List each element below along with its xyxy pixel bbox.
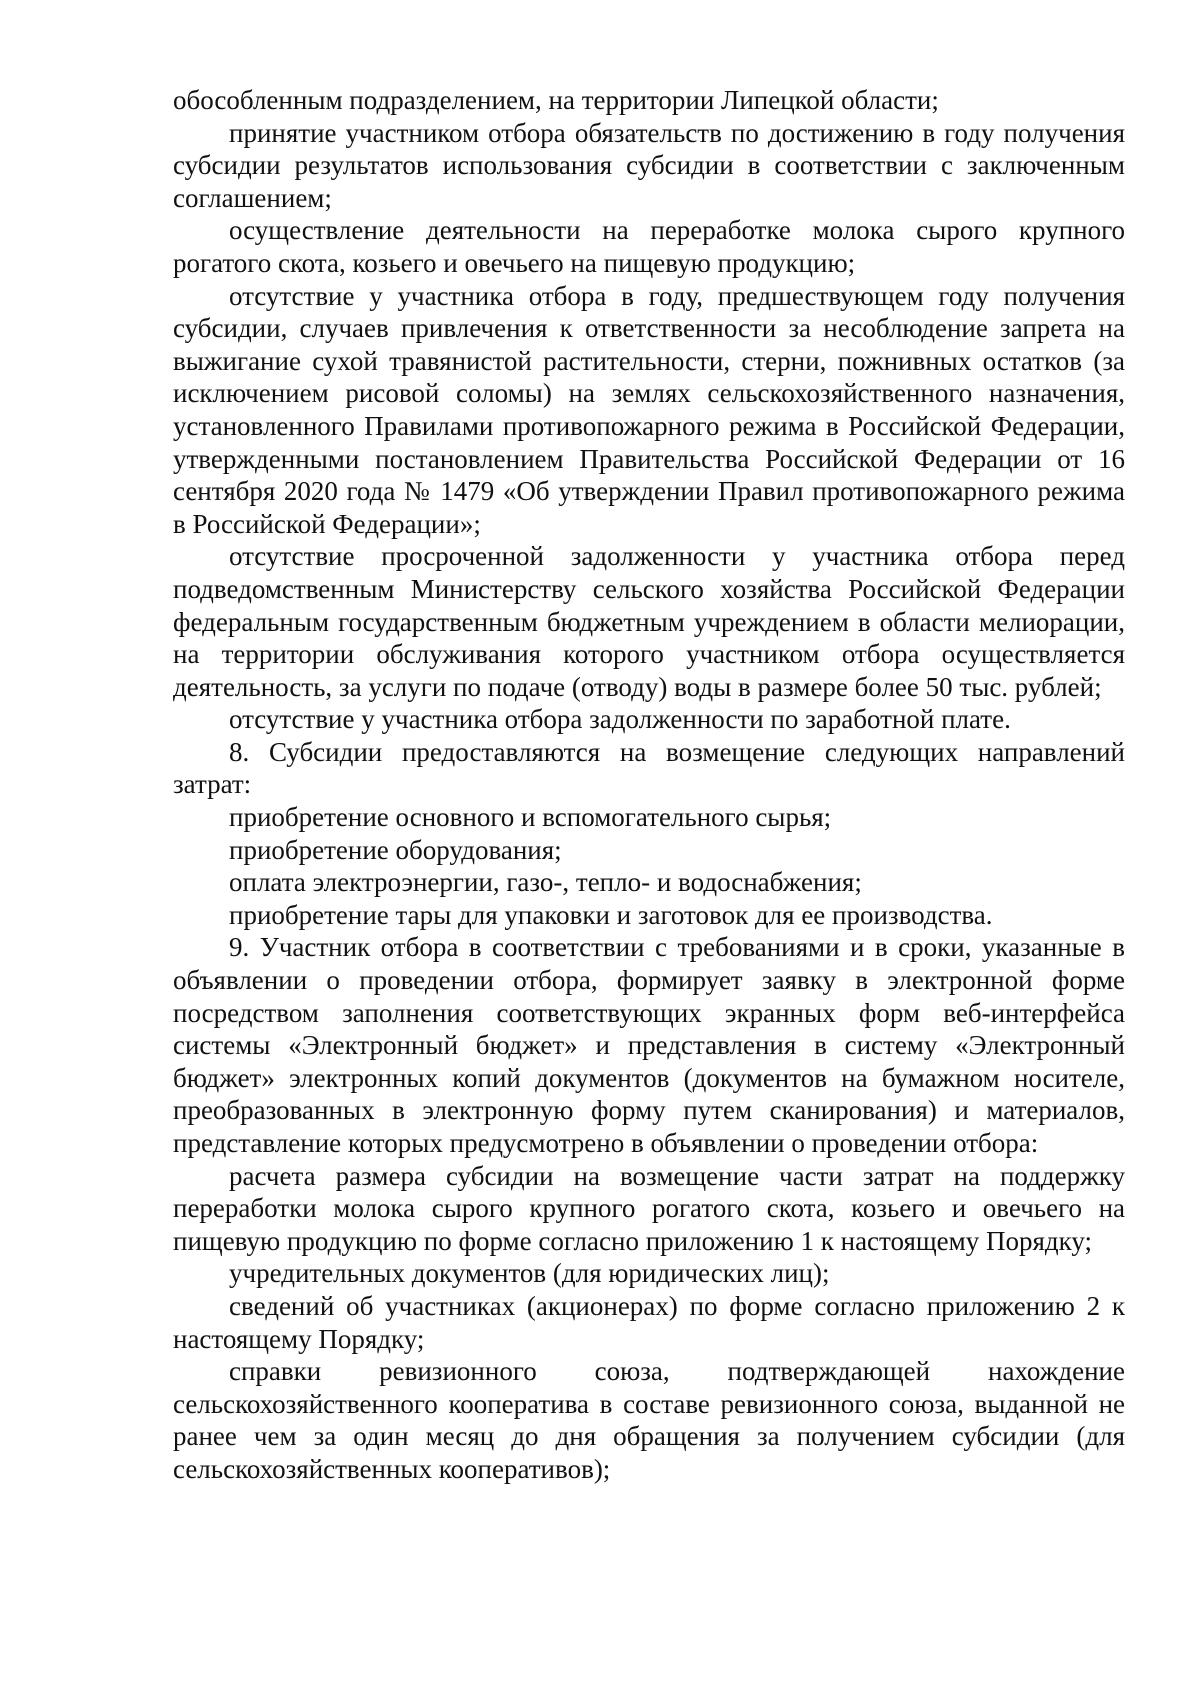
paragraph-3: осуществление деятельности на переработке молока сырого крупного рогатого скота, козьего и овечьего на пищевую продукцию; [173, 215, 1125, 278]
paragraph-6: отсутствие у участника отбора задолженности по заработной плате. [229, 704, 1011, 735]
paragraph-15: сведений об участниках (акционерах) по форме согласно приложению 2 к настоящему Порядку; [173, 1290, 1125, 1354]
paragraph-8: приобретение основного и вспомогательного сырья; [229, 802, 832, 833]
paragraph-10: оплата электроэнергии, газо-, тепло- и водоснабжения; [229, 867, 862, 898]
paragraph-2: принятие участником отбора обязательств по достижению в году получения субсидии результатов использования субсидии в соответствии с заключенным соглашением; [173, 117, 1125, 213]
paragraph-12: 9. Участник отбора в соответствии с требованиями и в сроки, указанные в объявлении о проведении отбора, формирует заявку в электронной форме посредством заполнения соответствующих экранных форм веб-интерфейса системы «Электронный бюджет» и представления в систему «Электронный бюджет» электронных копий документов (документов на бумажном носителе, преобразованных в электронную форму путем сканирования) и материалов, представление которых предусмотрено в объявлении о проведении отбора: [173, 932, 1125, 1158]
paragraph-4: отсутствие у участника отбора в году, предшествующем году получения субсидии, случаев привлечения к ответственности за несоблюдение запрета на выжигание сухой травянистой растительности, стерни, пожнивных остатков (за исключением рисовой соломы) на землях сельскохозяйственного назначения, установленного Правилами противопожарного режима в Российской Федерации, утвержденными постановлением Правительства Российской Федерации от 16 сентября 2020 года № 1479 «Об утверждении Правил противопожарного режима в Российской Федерации»; [173, 280, 1125, 539]
paragraph-11: приобретение тары для упаковки и заготовок для ее производства. [229, 899, 993, 930]
paragraph-14: учредительных документов (для юридических лиц); [229, 1258, 830, 1289]
paragraph-16: справки ревизионного союза, подтверждающей нахождение сельскохозяйственного кооператива в составе ревизионного союза, выданной не ранее чем за один месяц до дня обращения за получением субсидии (для сельскохозяйственных кооперативов); [173, 1356, 1125, 1484]
document-body [173, 84, 1125, 1486]
paragraph-13: расчета размера субсидии на возмещение части затрат на поддержку переработки молока сырого крупного рогатого скота, козьего и овечьего на пищевую продукцию по форме согласно приложению 1 к настоящему Порядку; [173, 1160, 1125, 1256]
paragraph-1: обособленным подразделением, на территории Липецкой области; [173, 85, 939, 115]
paragraph-7: 8. Субсидии предоставляются на возмещение следующих направлений затрат: [173, 736, 1125, 800]
paragraph-9: приобретение оборудования; [229, 834, 562, 865]
paragraph-5: отсутствие просроченной задолженности у участника отбора перед подведомственным Министерству сельского хозяйства Российской Федерации федеральным государственным бюджетным учреждением в области мелиорации, на территории обслуживания которого участником отбора осуществляется деятельность, за услуги по подаче (отводу) воды в размере более 50 тыс. рублей; [173, 541, 1125, 702]
